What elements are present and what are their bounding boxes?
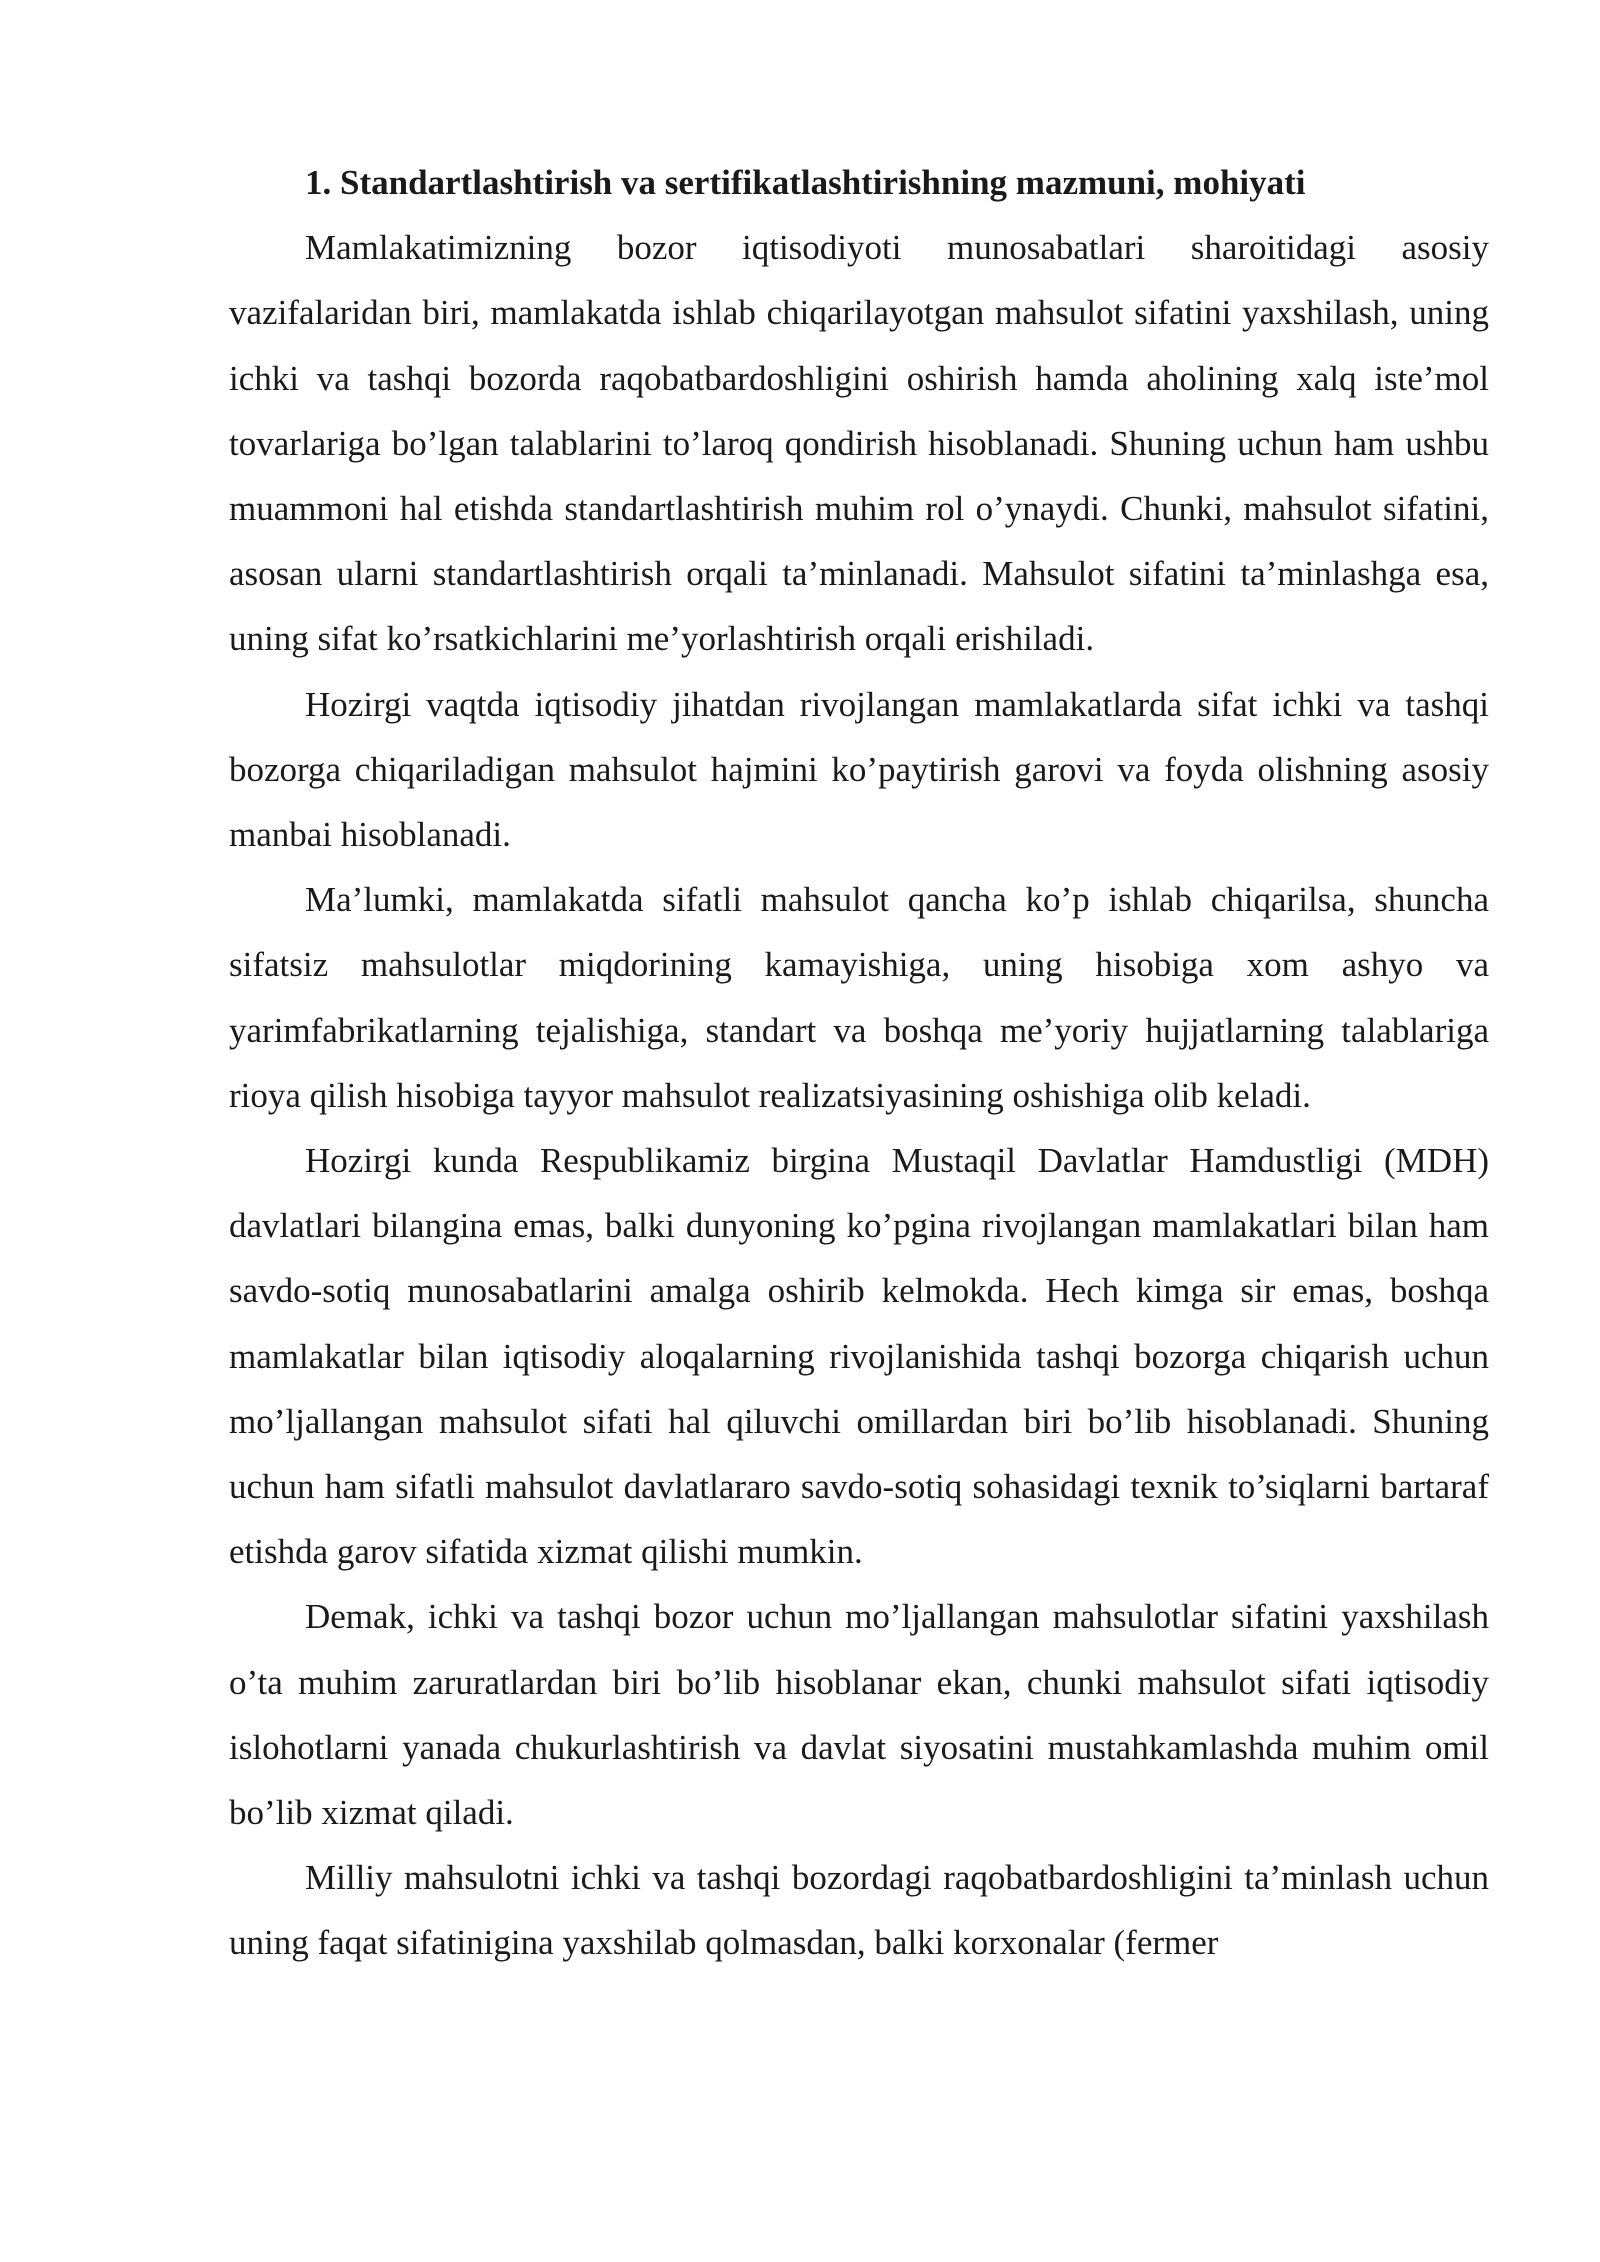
paragraph: Demak, ichki va tashqi bozor uchun mo’ljallangan mahsulotlar sifatini yaxshilash o’ta muhim zaruratlardan biri bo’lib hisoblanar ekan, chunki mahsulot sifati iqtisodiy islohotlarni yanada chukurlashtirish va davlat siyosatini mustahkamlashda muhim omil bo’lib xizmat qiladi. (229, 1597, 1489, 1833)
paragraph: Hozirgi vaqtda iqtisodiy jihatdan rivojlangan mamlakatlarda sifat ichki va tashqi bozorga chiqariladigan mahsulot hajmini ko’paytirish garovi va foyda olishning asosiy manbai hisoblanadi. (229, 684, 1489, 855)
paragraph: Hozirgi kunda Respublikamiz birgina Mustaqil Davlatlar Hamdustligi (MDH) davlatlari bilangina emas, balki dunyoning ko’pgina rivojlangan mamlakatlari bilan ham savdo-sotiq munosabatlarini amalga oshirib kelmokda. Hech kimga sir emas, boshqa mamlakatlar bilan iqtisodiy aloqalarning rivojlanishida tashqi bozorga chiqarish uchun mo’ljallangan mahsulot sifati hal qiluvchi omillardan biri bo’lib hisoblanadi. Shuning uchun ham sifatli mahsulot davlatlararo savdo-sotiq sohasidagi texnik to’siqlarni bartaraf etishda garov sifatida xizmat qilishi mumkin. (229, 1141, 1489, 1572)
paragraph: Mamlakatimizning bozor iqtisodiyoti munosabatlari sharoitidagi asosiy vazifalaridan biri, mamlakatda ishlab chiqarilayotgan mahsulot sifatini yaxshilash, uning ichki va tashqi bozorda raqobatbardoshligini oshirish hamda aholining xalq iste’mol tovarlariga bo’lgan talablarini to’laroq qondirish hisoblanadi. Shuning uchun ham ushbu muammoni hal etishda standartlashtirish muhim rol o’ynaydi. Chunki, mahsulot sifatini, asosan ularni standartlashtirish orqali ta’minlanadi. Mahsulot sifatini ta’minlashga esa, uning sifat ko’rsatkichlarini me’yorlashtirish orqali erishiladi. (229, 228, 1489, 659)
paragraph-continued: Milliy mahsulotni ichki va tashqi bozordagi raqobatbardoshligini ta’minlash uchun uning faqat sifatinigina yaxshilab qolmasdan, balki korxonalar (fermer (229, 1858, 1489, 1963)
document-body (229, 150, 1489, 1976)
paragraph: Ma’lumki, mamlakatda sifatli mahsulot qancha ko’p ishlab chiqarilsa, shuncha sifatsiz mahsulotlar miqdorining kamayishiga, uning hisobiga xom ashyo va yarimfabrikatlarning tejalishiga, standart va boshqa me’yoriy hujjatlarning talablariga rioya qilish hisobiga tayyor mahsulot realizatsiyasining oshishiga olib keladi. (229, 880, 1489, 1115)
section-heading: 1. Standartlashtirish va sertifikatlashtirishning mazmuni, mohiyati (305, 163, 1306, 202)
